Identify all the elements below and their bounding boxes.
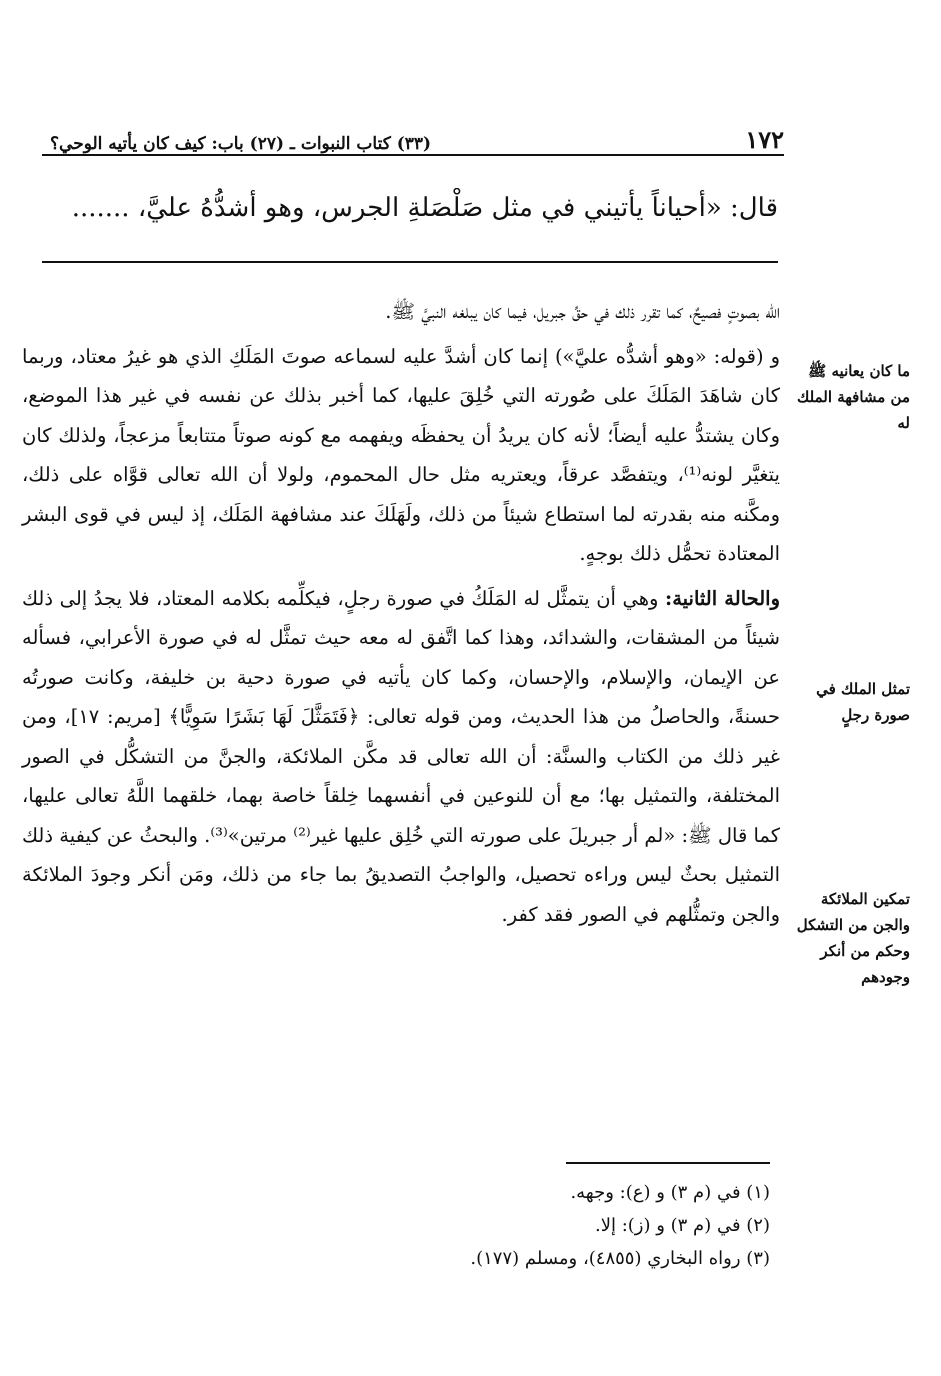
header-divider [42, 154, 784, 156]
margin-note-1: ما كان يعانيه ﷺ من مشافهة الملك له [796, 362, 910, 432]
footnote-1: (١) في (م ٣) و (ع): وجهه. [570, 1182, 770, 1203]
page-header [42, 118, 784, 154]
margin-note-3: تمكين الملائكة والجن من التشكل وحكم من أنكر وجودهم [796, 890, 910, 986]
footnotes [300, 1176, 770, 1275]
commentary-paragraph-2: و (قوله: «وهو أشدُّه عليَّ») إنما كان أشدَّ عليه لسماعه صوتَ المَلَكِ الذي هو غيرُ معتاد، وربما كان شاهَدَ المَلَكَ على صُورته التي خُلِقَ عليها، كما أخبر بذلك عن نفسه في غير هذا الموضع، وكان يشتدُّ عليه أيضاً؛ لأنه كان يريدُ أن يحفظَه ويفهمه مع كونه صوتاً متتابعاً مزعجاً، ولذلك كان يتغيَّر لونه⁽¹⁾، ويتفصَّد عرقاً، ويعتريه مثل حال المحموم، ولولا أن الله تعالى قوَّاه على ذلك، ومكَّنه منه بقدرته لما استطاع شيئاً من ذلك، ولَهَلَكَ عند مشافهة المَلَك، إذ ليس في قوى البشر المعتادة تحمُّل ذلك بوجهٍ. [22, 344, 780, 565]
commentary-paragraph-3 [22, 579, 780, 935]
footnote-divider [566, 1162, 770, 1164]
paragraph-lead: والحالة الثانية: [665, 586, 781, 610]
paragraph-text: وهي أن يتمثَّل له المَلَكُ في صورة رجلٍ، فيكلِّمه بكلامه المعتاد، فلا يجدُ إلى ذلك شيئاً من المشقات، والشدائد، وهذا كما اتَّفق له معه حيث تمثَّل له في صورة الأعرابي، فسأله عن الإيمان، والإسلام، والإحسان، وكما كان يأتيه في صورة دحية بن خليفة، وكانت صورتُه حسنةً، والحاصلُ من هذا الحديث، ومن قوله تعالى: ﴿فَتَمَثَّلَ لَهَا بَشَرًا سَوِيًّا﴾ [مريم: ١٧]، ومن غير ذلك من الكتاب والسنَّة: أن الله تعالى قد مكَّن الملائكة، والجنَّ من التشكُّل في الصور المختلفة، والتمثيل بها؛ مع أن للنوعين في أنفسهما خِلقاً خاصة بهما، خلقهما اللَّهُ تعالى عليها، كما قال ﷺ: «لم أر جبريلَ على صورته التي خُلِق عليها غير⁽²⁾ مرتين»⁽³⁾. والبحثُ عن كيفية ذلك التمثيل بحثٌ ليس وراءه تحصيل، والواجبُ التصديقُ بما جاء من ذلك، ومَن أنكر وجودَ الملائكة والجن وتمثُّلهم في الصور فقد كفر. [22, 586, 780, 926]
footnote-2: (٢) في (م ٣) و (ز): إلا. [594, 1215, 770, 1236]
footnote-3: (٣) رواه البخاري (٤٨٥٥)، ومسلم (١٧٧). [470, 1248, 770, 1269]
hadith-text: قال: «أحياناً يأتيني في مثل صَلْصَلةِ الجرس، وهو أشدُّهُ عليَّ، ....... [71, 193, 778, 223]
commentary-paragraph-1: الله بصوتٍ فصيحٌ، كما تقرر ذلك في حقِّ جبريل، فيما كان يبلغه النبيَّ ﷺ. [385, 300, 780, 323]
page-number: ١٧٢ [745, 125, 784, 154]
hadith-divider [42, 261, 778, 263]
commentary-body [22, 292, 780, 939]
margin-note-2: تمثل الملك في صورة رجلٍ [816, 680, 910, 724]
running-head: (٣٣) كتاب النبوات ـ (٢٧) باب: كيف كان يأتيه الوحي؟ [50, 134, 432, 154]
